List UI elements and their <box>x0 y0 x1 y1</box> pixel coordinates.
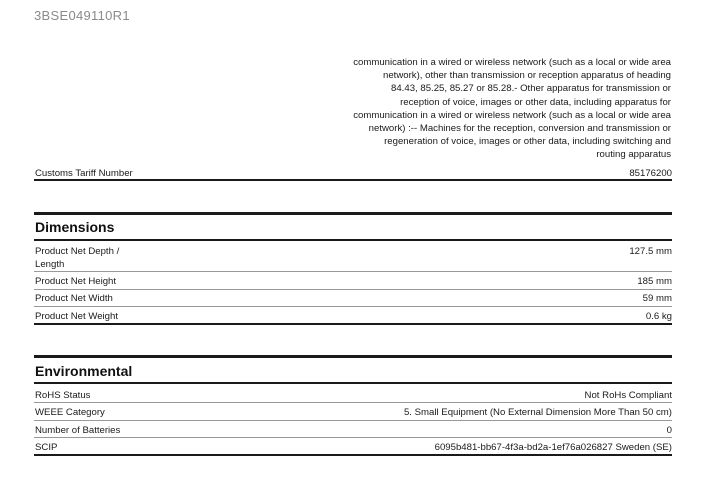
description-line: communication in a wired or wireless network (such as a local or wide area <box>353 57 671 68</box>
dimension-row <box>34 245 672 271</box>
row-divider <box>34 306 672 307</box>
description-line: network) :-- Machines for the reception, conversion and transmission or <box>368 123 671 135</box>
environmental-value: 5. Small Equipment (No External Dimension More Than 50 cm) <box>403 407 672 418</box>
section-bottom-rule <box>34 454 672 456</box>
section-title-rule <box>34 382 672 384</box>
environmental-label: SCIP <box>35 442 58 453</box>
dimension-value: 0.6 kg <box>645 311 672 322</box>
dimension-value: 127.5 mm <box>629 246 672 257</box>
row-divider <box>34 271 672 272</box>
divider <box>34 179 672 181</box>
dimension-label <box>35 245 119 271</box>
dimension-label: Product Net Height <box>35 276 117 287</box>
dimension-label-line: Length <box>35 259 65 270</box>
environmental-value: 0 <box>666 425 672 436</box>
environmental-value: 6095b481-bb67-4f3a-bd2a-1ef76a026827 Sweden (SE) <box>434 442 672 453</box>
tariff-description <box>300 56 671 162</box>
description-line: communication in a wired or wireless network (such as a local or wide area <box>353 109 671 121</box>
row-divider <box>34 402 672 403</box>
description-line: network), other than transmission or reception apparatus of heading <box>383 70 671 82</box>
description-line: reception of voice, images or other data, including apparatus for <box>400 96 671 108</box>
section-title-rule <box>34 239 672 241</box>
dimension-value: 59 mm <box>642 293 672 304</box>
environmental-title: Environmental <box>35 363 133 379</box>
document-id: 3BSE049110R1 <box>34 8 130 23</box>
environmental-label: Number of Batteries <box>35 425 121 436</box>
customs-tariff-value: 85176200 <box>629 168 672 179</box>
dimension-label: Product Net Width <box>35 293 113 304</box>
description-line: 84.43, 85.25, 85.27 or 85.28.- Other apparatus for transmission or <box>391 83 671 95</box>
environmental-label: RoHS Status <box>35 390 91 401</box>
row-divider <box>34 420 672 421</box>
row-divider <box>34 437 672 438</box>
dimensions-title: Dimensions <box>35 219 115 235</box>
description-line: routing apparatus <box>596 149 671 161</box>
environmental-label: WEEE Category <box>35 407 105 418</box>
description-line: regeneration of voice, images or other data, including switching and <box>384 136 671 148</box>
dimension-label-line: Product Net Depth / <box>35 246 120 257</box>
section-top-rule <box>34 355 672 358</box>
section-top-rule <box>34 212 672 215</box>
customs-tariff-label: Customs Tariff Number <box>35 168 133 179</box>
row-divider <box>34 289 672 290</box>
section-bottom-rule <box>34 323 672 325</box>
dimension-value: 185 mm <box>637 276 672 287</box>
environmental-value: Not RoHs Compliant <box>584 390 672 401</box>
dimension-label: Product Net Weight <box>35 311 119 322</box>
